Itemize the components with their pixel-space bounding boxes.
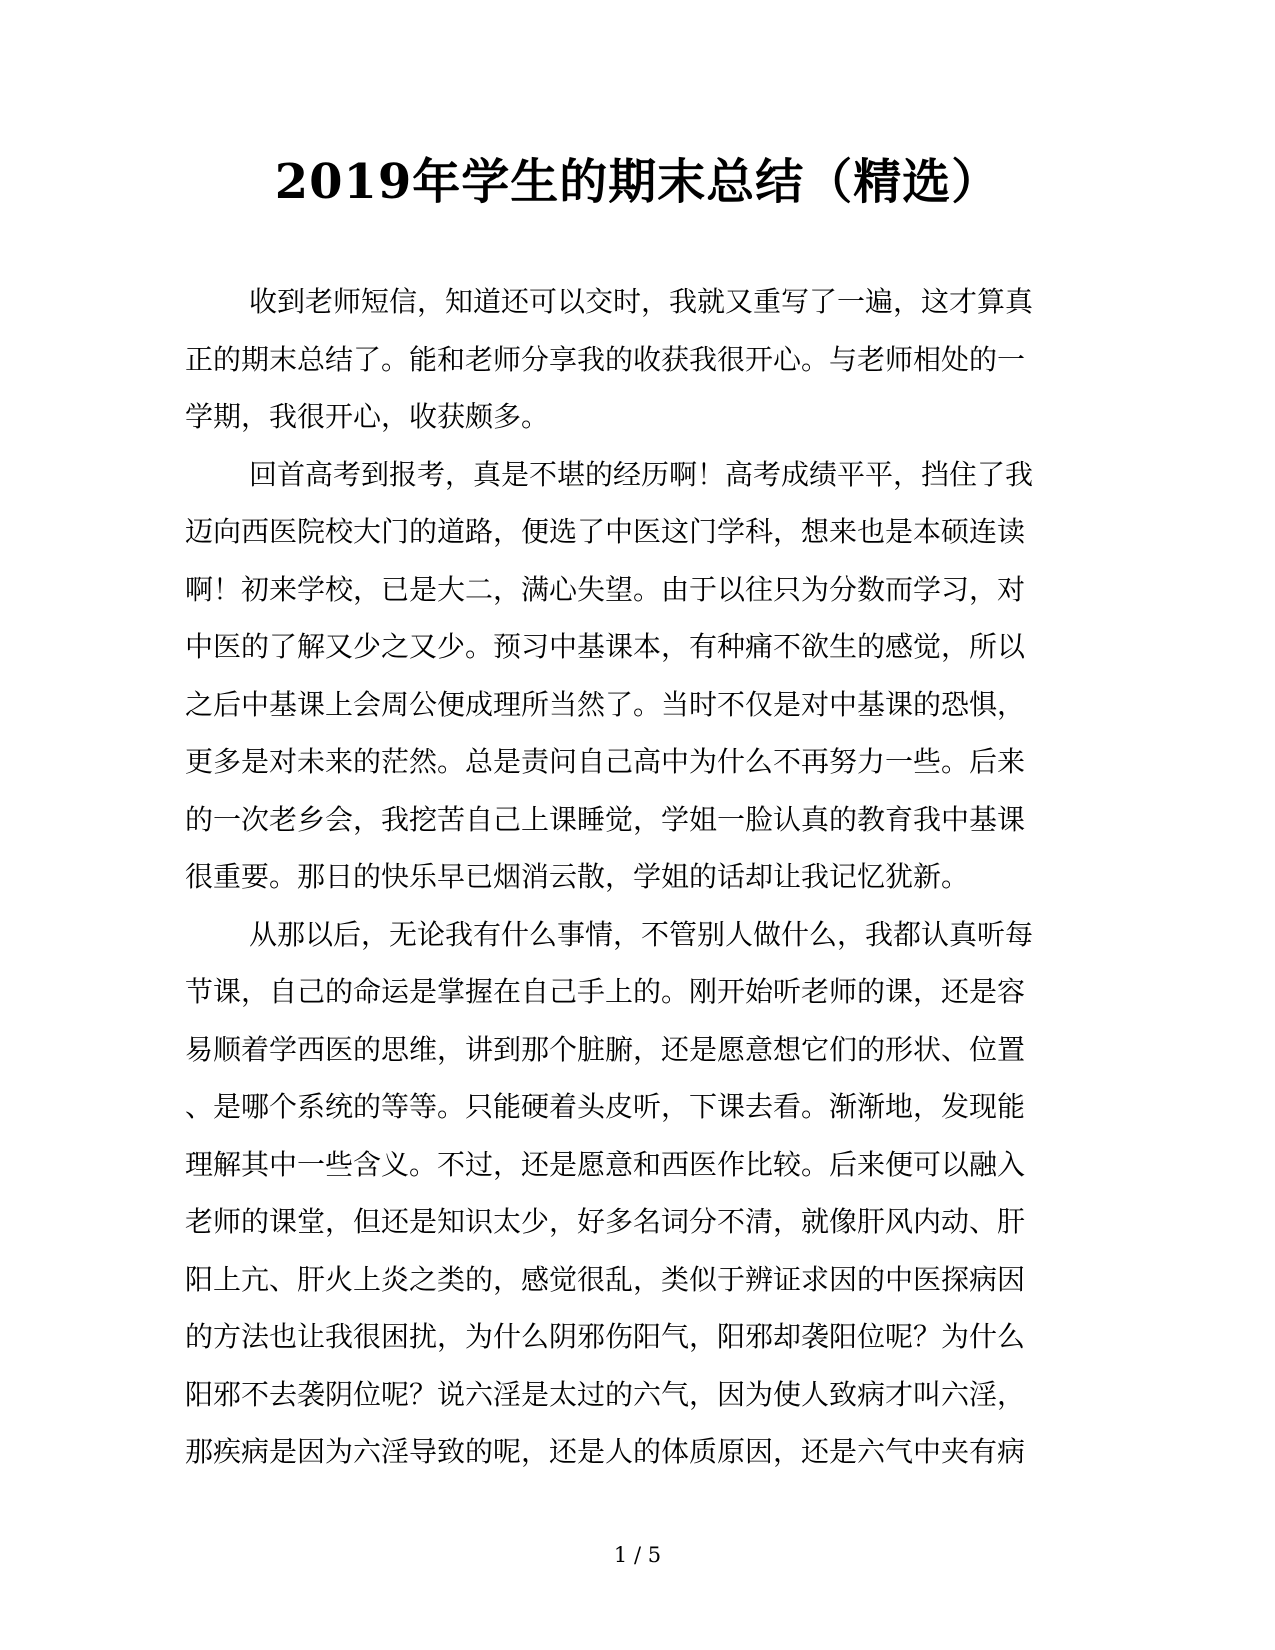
text-line: 那疾病是因为六淫导致的呢，还是人的体质原因，还是六气中夹有病 — [185, 1435, 1026, 1468]
paragraph-2 — [185, 446, 1065, 906]
text-line: 阳上亢、肝火上炎之类的，感觉很乱，类似于辨证求因的中医探病因 — [185, 1262, 1026, 1296]
text-line: 学期，我很开心，收获颇多。 — [185, 400, 550, 433]
text-line: 很重要。那日的快乐早已烟消云散，学姐的话却让我记忆犹新。 — [185, 860, 970, 893]
page-number: 1 / 5 — [613, 1543, 662, 1567]
text-line: 理解其中一些含义。不过，还是愿意和西医作比较。后来便可以融入 — [185, 1147, 1026, 1181]
text-line: 正的期末总结了。能和老师分享我的收获我很开心。与老师相处的一 — [185, 342, 1026, 376]
text-line: 节课，自己的命运是掌握在自己手上的。刚开始听老师的课，还是容 — [185, 975, 1026, 1008]
text-line: 从那以后，无论我有什么事情，不管别人做什么，我都认真听每 — [249, 917, 1034, 951]
text-line: 啊！初来学校，已是大二，满心失望。由于以往只为分数而学习，对 — [185, 572, 1026, 606]
text-line: 迈向西医院校大门的道路，便选了中医这门学科，想来也是本硕连读 — [185, 515, 1026, 548]
text-line: 阳邪不去袭阴位呢？说六淫是太过的六气，因为使人致病才叫六淫， — [185, 1377, 1026, 1411]
text-line: 的一次老乡会，我挖苦自己上课睡觉，学姐一脸认真的教育我中基课 — [185, 802, 1026, 836]
text-line: 老师的课堂，但还是知识太少，好多名词分不清，就像肝风内动、肝 — [185, 1205, 1026, 1238]
text-line: 、是哪个系统的等等。只能硬着头皮听，下课去看。渐渐地，发现能 — [185, 1090, 1026, 1123]
text-line: 之后中基课上会周公便成理所当然了。当时不仅是对中基课的恐惧， — [185, 687, 1026, 721]
text-line: 更多是对未来的茫然。总是责问自己高中为什么不再努力一些。后来 — [185, 745, 1026, 778]
paragraph-3 — [185, 906, 1065, 1481]
paragraph-1 — [185, 273, 1065, 446]
text-line: 收到老师短信，知道还可以交时，我就又重写了一遍，这才算真 — [249, 285, 1034, 318]
text-line: 易顺着学西医的思维，讲到那个脏腑，还是愿意想它们的形状、位置 — [185, 1032, 1026, 1066]
document-body — [185, 273, 1065, 1481]
text-line: 回首高考到报考，真是不堪的经历啊！高考成绩平平，挡住了我 — [249, 457, 1034, 491]
document-title: 2019年学生的期末总结（精选） — [274, 154, 1001, 210]
text-line: 的方法也让我很困扰，为什么阴邪伤阳气，阳邪却袭阳位呢？为什么 — [185, 1320, 1026, 1353]
text-line: 中医的了解又少之又少。预习中基课本，有种痛不欲生的感觉，所以 — [185, 630, 1026, 663]
